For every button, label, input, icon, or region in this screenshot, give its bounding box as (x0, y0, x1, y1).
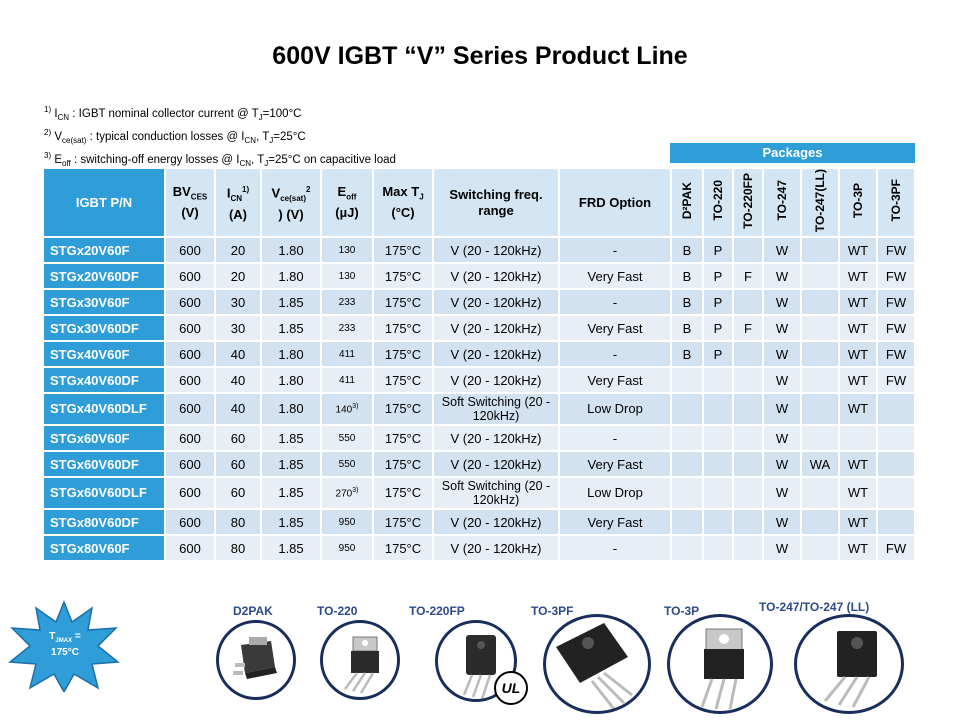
cell-to3pf (877, 509, 915, 535)
cell-to3pf: FW (877, 237, 915, 263)
to3p-package-icon (667, 614, 773, 714)
header-pn: IGBT P/N (43, 168, 165, 237)
cell-to3p: WT (839, 535, 877, 561)
cell-d2pak (671, 393, 703, 425)
header-to3pf: TO-3PF (877, 168, 915, 237)
cell-switching: V (20 - 120kHz) (433, 289, 559, 315)
cell-to220 (703, 393, 733, 425)
cell-tj: 175°C (373, 341, 433, 367)
cell-eoff: 411 (321, 341, 373, 367)
cell-frd: - (559, 535, 671, 561)
cell-icn: 80 (215, 509, 261, 535)
cell-to247: W (763, 509, 801, 535)
footnote-2: $^{2)}$ $V_{ce(sat)}$ : typical conduction losses @ $I_{CN}$, $T_J=25^\circ C$ (44, 128, 306, 146)
cell-to247: W (763, 425, 801, 451)
cell-vce: 1.80 (261, 263, 321, 289)
cell-d2pak (671, 451, 703, 477)
cell-bv: 600 (165, 393, 215, 425)
cell-d2pak: B (671, 289, 703, 315)
cell-to247ll (801, 367, 839, 393)
cell-to3p: WT (839, 393, 877, 425)
cell-bv: 600 (165, 263, 215, 289)
header-frd: FRD Option (559, 168, 671, 237)
cell-to220fp (733, 367, 763, 393)
cell-frd: - (559, 425, 671, 451)
cell-tj: 175°C (373, 509, 433, 535)
cell-to247: W (763, 237, 801, 263)
cell-to3pf: FW (877, 289, 915, 315)
table-row (43, 263, 915, 289)
cell-to220fp (733, 289, 763, 315)
table-row (43, 425, 915, 451)
cell-part-number: STGx20V60DF (43, 263, 165, 289)
cell-d2pak (671, 367, 703, 393)
cell-bv: 600 (165, 367, 215, 393)
cell-to3pf (877, 425, 915, 451)
footnotes (44, 102, 396, 171)
cell-eoff: 233 (321, 315, 373, 341)
cell-eoff: 950 (321, 535, 373, 561)
cell-to247: W (763, 263, 801, 289)
table-row (43, 393, 915, 425)
cell-switching: V (20 - 120kHz) (433, 237, 559, 263)
cell-to3p: WT (839, 237, 877, 263)
cell-d2pak (671, 535, 703, 561)
cell-frd: Very Fast (559, 263, 671, 289)
cell-switching: Soft Switching (20 - 120kHz) (433, 477, 559, 509)
table-row (43, 367, 915, 393)
cell-vce: 1.80 (261, 341, 321, 367)
cell-part-number: STGx30V60F (43, 289, 165, 315)
cell-to3p: WT (839, 289, 877, 315)
cell-vce: 1.85 (261, 535, 321, 561)
packages-header: Packages (670, 143, 915, 163)
cell-d2pak (671, 509, 703, 535)
cell-to220fp (733, 477, 763, 509)
cell-to247ll (801, 425, 839, 451)
cell-vce: 1.80 (261, 393, 321, 425)
cell-vce: 1.85 (261, 477, 321, 509)
cell-to220 (703, 425, 733, 451)
cell-d2pak: B (671, 237, 703, 263)
header-switching: Switching freq. range (433, 168, 559, 237)
cell-to3pf: FW (877, 315, 915, 341)
cell-switching: V (20 - 120kHz) (433, 509, 559, 535)
cell-switching: V (20 - 120kHz) (433, 341, 559, 367)
cell-vce: 1.85 (261, 509, 321, 535)
cell-to3p: WT (839, 263, 877, 289)
cell-to3pf: FW (877, 535, 915, 561)
cell-icn: 60 (215, 425, 261, 451)
package-label-to3pf: TO-3PF (531, 604, 574, 618)
package-label-to247: TO-247/TO-247 (LL) (759, 600, 870, 614)
cell-switching: V (20 - 120kHz) (433, 425, 559, 451)
cell-vce: 1.80 (261, 367, 321, 393)
cell-to220 (703, 451, 733, 477)
cell-switching: V (20 - 120kHz) (433, 367, 559, 393)
cell-frd: - (559, 341, 671, 367)
package-label-to220fp: TO-220FP (409, 604, 465, 618)
cell-icn: 80 (215, 535, 261, 561)
cell-eoff: 550 (321, 425, 373, 451)
header-icn: $I_{CN}^{1)}$ (A) (215, 168, 261, 237)
cell-icn: 60 (215, 477, 261, 509)
cell-switching: V (20 - 120kHz) (433, 263, 559, 289)
package-label-to220: TO-220 (317, 604, 358, 618)
cell-frd: Very Fast (559, 509, 671, 535)
cell-icn: 20 (215, 263, 261, 289)
table-body (43, 237, 915, 561)
cell-part-number: STGx60V60DLF (43, 477, 165, 509)
cell-frd: - (559, 289, 671, 315)
cell-part-number: STGx20V60F (43, 237, 165, 263)
header-eoff: $E_{off}$ (µJ) (321, 168, 373, 237)
cell-bv: 600 (165, 535, 215, 561)
cell-to247: W (763, 451, 801, 477)
header-to3p: TO-3P (839, 168, 877, 237)
cell-to3pf: FW (877, 263, 915, 289)
cell-to3p: WT (839, 451, 877, 477)
cell-switching: V (20 - 120kHz) (433, 535, 559, 561)
footnote-1: $^{1)}$ $I_{CN}$ : IGBT nominal collector current @ $T_J=100^\circ C$ (44, 105, 302, 123)
cell-eoff: 233 (321, 289, 373, 315)
table-row (43, 289, 915, 315)
cell-icn: 60 (215, 451, 261, 477)
cell-to247ll (801, 509, 839, 535)
cell-to247ll (801, 393, 839, 425)
table-row (43, 477, 915, 509)
cell-to220 (703, 477, 733, 509)
cell-vce: 1.85 (261, 315, 321, 341)
cell-to220fp: F (733, 263, 763, 289)
cell-to220fp (733, 509, 763, 535)
cell-eoff: 130 (321, 263, 373, 289)
package-label-to3p: TO-3P (664, 604, 700, 618)
header-tj: Max $T_J$ (°C) (373, 168, 433, 237)
cell-to3p: WT (839, 367, 877, 393)
cell-to220 (703, 367, 733, 393)
cell-tj: 175°C (373, 263, 433, 289)
header-to247ll: TO-247(LL) (801, 168, 839, 237)
cell-tj: 175°C (373, 393, 433, 425)
table-row (43, 451, 915, 477)
table-row (43, 535, 915, 561)
cell-to247: W (763, 535, 801, 561)
cell-part-number: STGx60V60DF (43, 451, 165, 477)
cell-d2pak: B (671, 341, 703, 367)
cell-bv: 600 (165, 237, 215, 263)
table-row (43, 509, 915, 535)
cell-tj: 175°C (373, 289, 433, 315)
cell-to220: P (703, 237, 733, 263)
cell-icn: 40 (215, 367, 261, 393)
cell-bv: 600 (165, 289, 215, 315)
cell-bv: 600 (165, 451, 215, 477)
d2pak-package-icon (216, 620, 296, 700)
cell-to247: W (763, 477, 801, 509)
header-bv: $BV_{CES}$ (V) (165, 168, 215, 237)
table-row (43, 237, 915, 263)
cell-tj: 175°C (373, 535, 433, 561)
cell-icn: 30 (215, 315, 261, 341)
cell-bv: 600 (165, 477, 215, 509)
cell-to247ll (801, 237, 839, 263)
cell-to220fp (733, 237, 763, 263)
cell-frd: Low Drop (559, 477, 671, 509)
cell-to220: P (703, 341, 733, 367)
cell-to3p: WT (839, 315, 877, 341)
cell-eoff: 140$^{3)}$ (321, 393, 373, 425)
cell-part-number: STGx80V60F (43, 535, 165, 561)
cell-to3pf (877, 451, 915, 477)
cell-eoff: 270$^{3)}$ (321, 477, 373, 509)
cell-to3p: WT (839, 477, 877, 509)
cell-to247ll (801, 263, 839, 289)
to247-package-icon (794, 614, 904, 714)
cell-vce: 1.80 (261, 237, 321, 263)
cell-to247ll (801, 341, 839, 367)
cell-frd: Very Fast (559, 367, 671, 393)
header-d2pak: D²PAK (671, 168, 703, 237)
cell-part-number: STGx40V60F (43, 341, 165, 367)
cell-tj: 175°C (373, 451, 433, 477)
cell-to220 (703, 509, 733, 535)
footnote-3: $^{3)}$ $E_{off}$ : switching-off energy losses @ $I_{CN}$, $T_J=25^\circ C$ on capacitive load (44, 151, 396, 169)
to220-package-icon (320, 620, 400, 700)
cell-to247: W (763, 315, 801, 341)
package-label-d2pak: D2PAK (233, 604, 273, 618)
cell-to220fp (733, 535, 763, 561)
cell-tj: 175°C (373, 315, 433, 341)
cell-tj: 175°C (373, 367, 433, 393)
cell-switching: V (20 - 120kHz) (433, 315, 559, 341)
cell-part-number: STGx40V60DF (43, 367, 165, 393)
cell-to247ll (801, 477, 839, 509)
cell-to220 (703, 535, 733, 561)
cell-eoff: 950 (321, 509, 373, 535)
cell-part-number: STGx60V60F (43, 425, 165, 451)
cell-bv: 600 (165, 425, 215, 451)
cell-d2pak (671, 477, 703, 509)
cell-icn: 40 (215, 393, 261, 425)
cell-to247: W (763, 341, 801, 367)
table-header-row (43, 168, 915, 237)
header-to247: TO-247 (763, 168, 801, 237)
cell-to247ll (801, 315, 839, 341)
product-table (42, 167, 916, 562)
cell-to220: P (703, 263, 733, 289)
cell-to220fp (733, 451, 763, 477)
cell-to220fp (733, 425, 763, 451)
cell-tj: 175°C (373, 425, 433, 451)
cell-tj: 175°C (373, 477, 433, 509)
header-to220fp: TO-220FP (733, 168, 763, 237)
cell-eoff: 411 (321, 367, 373, 393)
cell-tj: 175°C (373, 237, 433, 263)
to3pf-package-icon (543, 614, 651, 714)
cell-part-number: STGx40V60DLF (43, 393, 165, 425)
cell-frd: Very Fast (559, 315, 671, 341)
cell-to3pf: FW (877, 367, 915, 393)
cell-to220: P (703, 289, 733, 315)
cell-to220fp: F (733, 315, 763, 341)
ul-mark-icon: UL (494, 671, 528, 705)
table-row (43, 315, 915, 341)
cell-frd: - (559, 237, 671, 263)
cell-to247: W (763, 289, 801, 315)
cell-icn: 20 (215, 237, 261, 263)
cell-to247ll (801, 289, 839, 315)
cell-frd: Very Fast (559, 451, 671, 477)
cell-d2pak: B (671, 315, 703, 341)
cell-to247: W (763, 367, 801, 393)
cell-switching: V (20 - 120kHz) (433, 451, 559, 477)
table-row (43, 341, 915, 367)
page-title: 600V IGBT “V” Series Product Line (272, 42, 688, 70)
header-vce: $V_{ce(sat)}^2$ ) (V) (261, 168, 321, 237)
cell-eoff: 550 (321, 451, 373, 477)
cell-bv: 600 (165, 315, 215, 341)
cell-bv: 600 (165, 341, 215, 367)
cell-d2pak: B (671, 263, 703, 289)
cell-d2pak (671, 425, 703, 451)
cell-icn: 30 (215, 289, 261, 315)
cell-vce: 1.85 (261, 289, 321, 315)
cell-part-number: STGx80V60DF (43, 509, 165, 535)
cell-switching: Soft Switching (20 - 120kHz) (433, 393, 559, 425)
cell-vce: 1.85 (261, 451, 321, 477)
cell-frd: Low Drop (559, 393, 671, 425)
header-to220: TO-220 (703, 168, 733, 237)
cell-to247: W (763, 393, 801, 425)
cell-icn: 40 (215, 341, 261, 367)
cell-to247ll (801, 535, 839, 561)
cell-to3p: WT (839, 341, 877, 367)
cell-to3p: WT (839, 509, 877, 535)
cell-eoff: 130 (321, 237, 373, 263)
cell-to247ll: WA (801, 451, 839, 477)
cell-to3p (839, 425, 877, 451)
cell-to3pf (877, 393, 915, 425)
cell-to3pf (877, 477, 915, 509)
cell-to220: P (703, 315, 733, 341)
cell-to220fp (733, 393, 763, 425)
cell-bv: 600 (165, 509, 215, 535)
cell-to220fp (733, 341, 763, 367)
cell-to3pf: FW (877, 341, 915, 367)
tjmax-badge: $T_{JMAX}$ = 175°C (49, 631, 81, 658)
cell-part-number: STGx30V60DF (43, 315, 165, 341)
cell-vce: 1.85 (261, 425, 321, 451)
